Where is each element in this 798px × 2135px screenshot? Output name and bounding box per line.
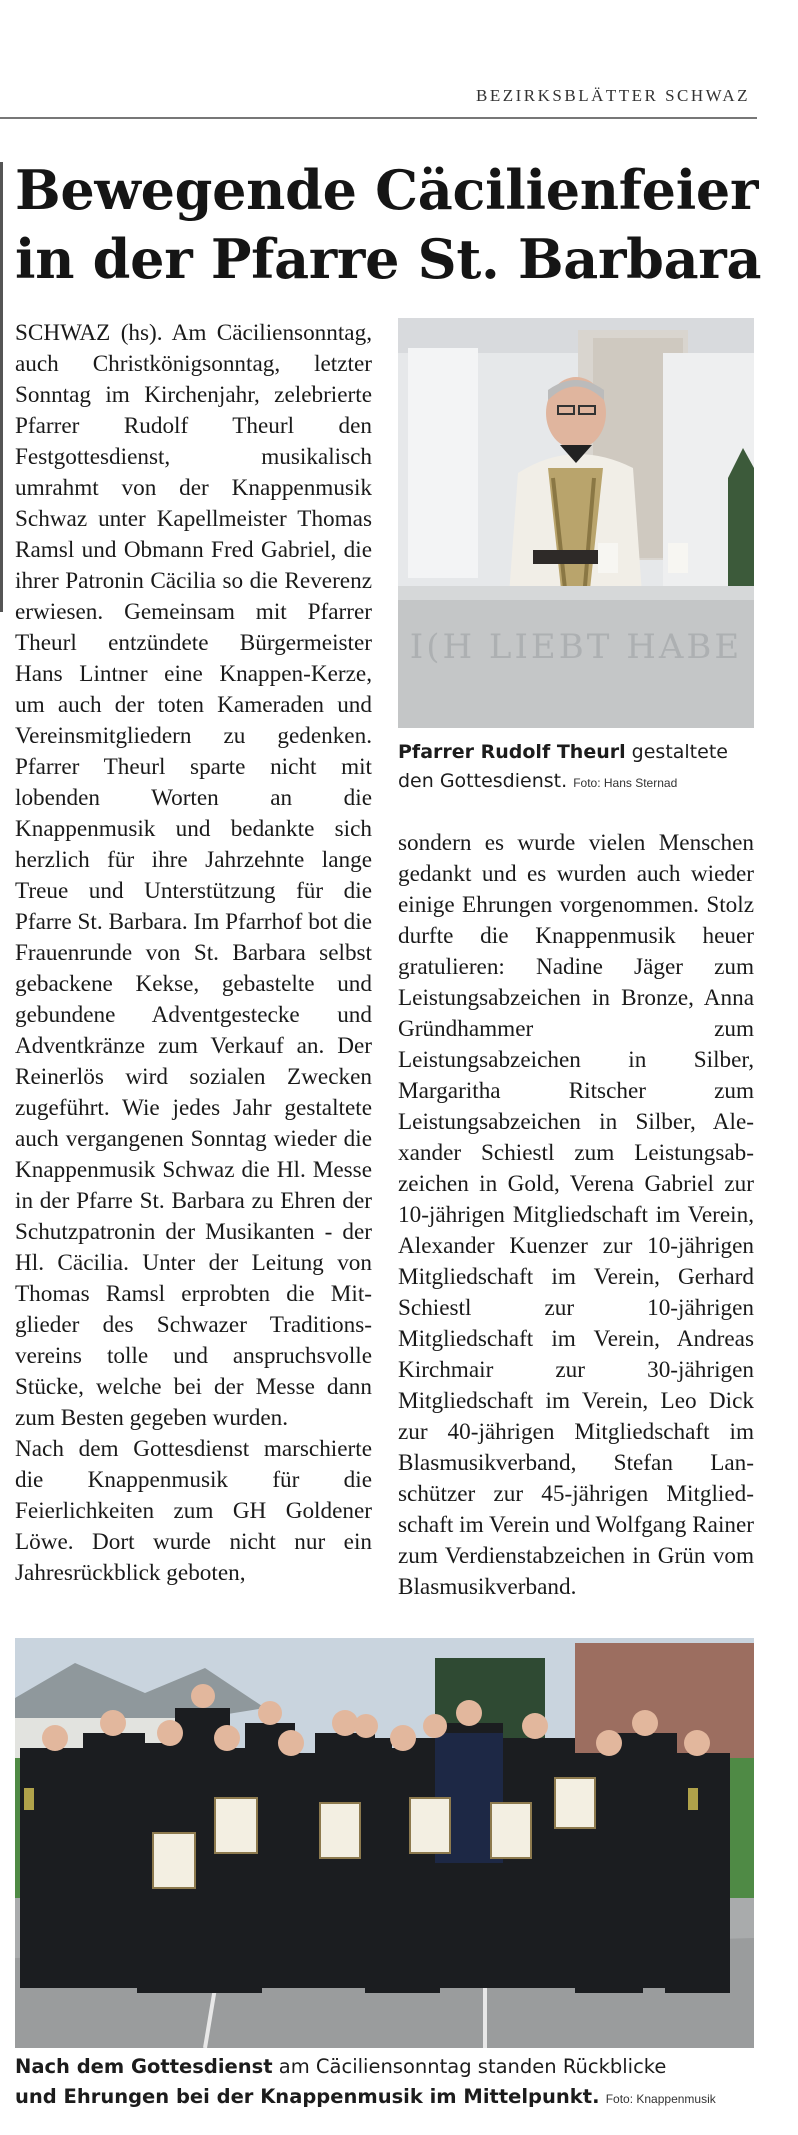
caption-1-bold: Pfarrer Rudolf Theurl — [398, 741, 626, 763]
photo-2-credit: Foto: Knappenmusik — [605, 2092, 716, 2106]
priest-photo-image — [398, 318, 754, 728]
header-divider — [0, 117, 757, 119]
caption-1-text: gestaltete den Gottesdienst. — [398, 741, 728, 792]
caption-2-text-2: und Ehrungen bei der Knappenmusik im Mittelpunkt. — [15, 2085, 600, 2108]
group-photo — [15, 1638, 754, 2048]
caption-2-line-2 — [15, 2082, 775, 2114]
svg-text:I(H LIEBT HABE: I(H LIEBT HABE — [409, 627, 743, 667]
publication-name: BEZIRKSBLÄTTER SCHWAZ — [476, 86, 750, 105]
article-column-1 — [15, 318, 372, 1589]
article-column-2 — [398, 828, 754, 1603]
priest-photo-caption — [398, 738, 756, 798]
column-1-paragraph-1: SCHWAZ (hs). Am Cäciliensonntag, auch Christkönigsonntag, letzter Sonntag im Kirchenjahr, zelebrierte Pfarrer Rudolf Theurl den Festgottesdienst, musikalisch umrahmt von der Knappenmusik Schwaz unter Kapellmeister Thomas Ramsl und Obmann Fred Gabriel, die ihrer Patronin Cäcilia so die Reverenz erwiesen. Gemeinsam mit Pfarrer Theurl entzündete Bürgermeister Hans Lintner eine Knappen-Kerze, um auch der toten Kameraden und Vereinsmitgliedern zu gedenken. Pfarrer Theurl sparte nicht mit lobenden Worten an die Knappenmusik und bedankte sich herzlich für ihre Jahrzehnte lange Treue und Unterstützung für die Pfarre St. Barbara. Im Pfarrhof bot die Frauenrunde von St. Barbara selbst gebackene Kekse, gebastelte und gebundene Adventgestecke und Adventkränze zum Verkauf an. Der Reinerlös wird sozialen Zwecken zugeführt. Wie jedes Jahr gestaltete auch vergangenen Sonntag wieder die Knappenmusik Schwaz die Hl. Messe in der Pfarre St. Barbara zu Ehren der Schutzpatronin der Musikanten - der Hl. Cäcilia. Unter der Leitung von Thomas Ramsl erprobten die Mitglieder des Schwazer Traditionsvereins tolle und anspruchsvolle Stücke, welche bei der Messe dann zum Besten gegeben wurden. — [15, 320, 372, 1431]
headline-accent-bar — [0, 162, 3, 612]
caption-2-bold: Nach dem Gottesdienst — [15, 2055, 273, 2078]
caption-2-text-1: am Cäciliensonntag standen Rückblicke — [272, 2055, 667, 2078]
column-1-paragraph-2: Nach dem Gottesdienst marschierte die Knappenmusik für die Feierlichkeiten zum GH Goldener Löwe. Dort wurde nicht nur ein Jahresrückblick geboten, — [15, 1436, 372, 1586]
priest-photo — [398, 318, 754, 728]
group-photo-image — [15, 1638, 754, 2048]
article-headline — [15, 156, 775, 294]
page-header — [0, 0, 798, 122]
group-photo-caption — [15, 2052, 775, 2114]
photo-1-credit: Foto: Hans Sternad — [573, 776, 678, 790]
caption-2-line-1 — [15, 2052, 775, 2082]
headline-line-2: in der Pfarre St. Barbara — [15, 227, 762, 291]
column-2-paragraph: sondern es wurde vielen Menschen gedankt und es wurden auch wieder einige Ehrungen vorgenommen. Stolz durfte die Knappenmusik heuer gratulieren: Nadine Jäger zum Leistungsabzeichen in Bronze, Anna Gründhammer zum Leistungsabzeichen in Silber, Margaritha Ritscher zum Leistungsabzeichen in Silber, Alexander Schiestl zum Leistungsabzeichen in Gold, Verena Gabriel zur 10-jährigen Mitgliedschaft im Verein, Alexander Kuenzer zur 10-jährigen Mitgliedschaft im Verein, Gerhard Schiestl zur 10-jährigen Mitgliedschaft im Verein, Andreas Kirchmair zur 30-jährigen Mitgliedschaft im Verein, Leo Dick zur 40-jährigen Mitgliedschaft im Blasmusikverband, Stefan Lanschützer zur 45-jährigen Mitgliedschaft im Verein und Wolfgang Rainer zum Verdienstabzeichen in Grün vom Blasmusikverband. — [398, 830, 754, 1600]
headline-line-1: Bewegende Cäcilienfeier — [15, 158, 759, 222]
